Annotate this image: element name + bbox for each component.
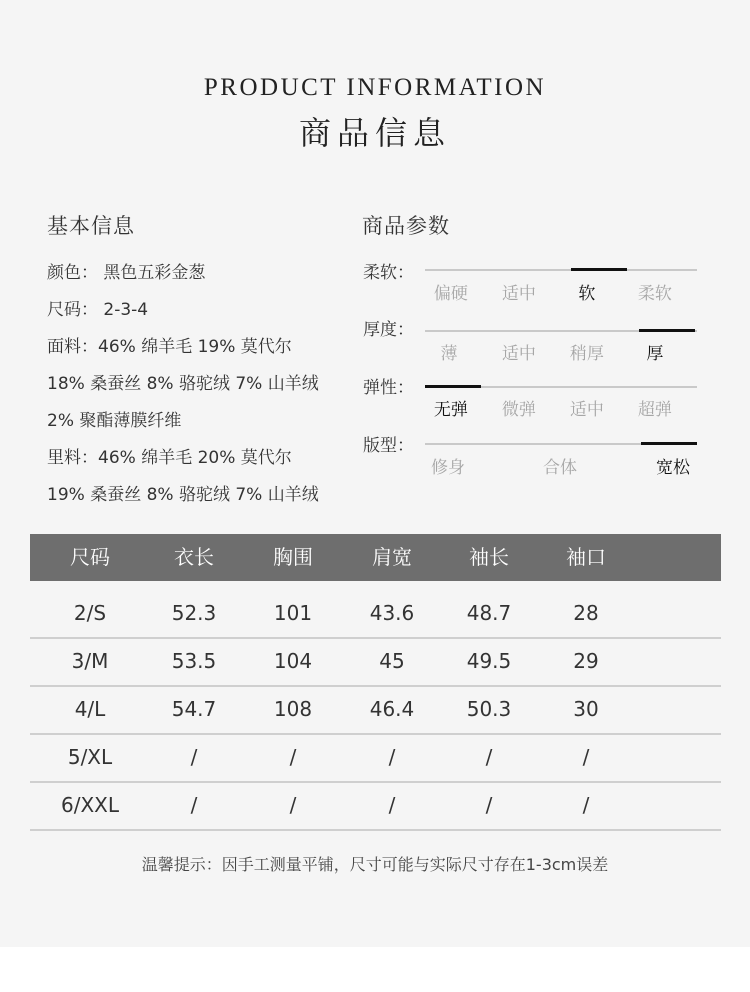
basic-line-fabric-3: 2% 聚酯薄膜纤维 [47, 411, 182, 431]
table-cell: / [485, 793, 493, 817]
basic-line-color: 颜色： 黑色五彩金葱 [47, 263, 206, 283]
table-cell: 104 [273, 649, 313, 673]
param-label: 柔软： [363, 263, 414, 283]
table-cell: / [485, 745, 493, 769]
table-cell: / [289, 793, 297, 817]
table-cell: / [190, 793, 198, 817]
table-cell: 30 [573, 697, 599, 721]
param-option: 合体 [543, 458, 577, 478]
size-table-header-cell: 胸围 [273, 545, 313, 569]
table-cell: 5/XL [67, 745, 113, 769]
param-option: 修身 [431, 458, 465, 478]
param-option: 无弹 [433, 400, 468, 420]
size-table-header-cell: 肩宽 [372, 545, 412, 569]
size-table-header-cell: 尺码 [70, 545, 110, 569]
size-table-header-cell: 衣长 [174, 545, 214, 569]
param-option: 柔软 [637, 284, 672, 304]
table-cell: / [190, 745, 198, 769]
param-label: 厚度： [363, 320, 414, 340]
param-option: 适中 [501, 344, 536, 364]
param-option: 稍厚 [569, 344, 604, 364]
param-selected-indicator [425, 385, 481, 388]
table-cell: / [388, 745, 396, 769]
param-option: 宽松 [656, 458, 690, 478]
table-cell: 53.5 [171, 649, 217, 673]
basic-info-title: 基本信息 [47, 214, 135, 238]
param-selected-indicator [639, 329, 695, 332]
table-cell: / [582, 745, 590, 769]
size-table-header [30, 534, 721, 581]
param-selected-indicator [641, 442, 697, 445]
measurement-note: 温馨提示：因手工测量平铺，尺寸可能与实际尺寸存在1-3cm误差 [141, 855, 609, 874]
table-row [30, 637, 721, 687]
table-cell: 49.5 [466, 649, 512, 673]
table-cell: 108 [273, 697, 313, 721]
basic-line-lining: 里料：46% 绵羊毛 20% 莫代尔 [47, 448, 292, 468]
param-option: 偏硬 [433, 284, 468, 304]
table-cell: 28 [573, 601, 599, 625]
param-selected-indicator [571, 268, 627, 271]
table-cell: / [388, 793, 396, 817]
size-table-header-cell: 袖长 [469, 545, 509, 569]
basic-line-fabric-2: 18% 桑蚕丝 8% 骆驼绒 7% 山羊绒 [47, 374, 319, 394]
basic-line-size: 尺码： 2-3-4 [47, 300, 149, 320]
size-table-header-cell: 袖口 [566, 545, 606, 569]
table-row [30, 589, 721, 639]
table-row [30, 685, 721, 735]
table-cell: 4/L [74, 697, 106, 721]
table-cell: 48.7 [466, 601, 512, 625]
table-row [30, 781, 721, 831]
table-cell: 46.4 [369, 697, 415, 721]
param-option: 适中 [569, 400, 604, 420]
table-cell: 52.3 [171, 601, 217, 625]
param-label: 版型： [363, 436, 414, 456]
param-label: 弹性： [363, 378, 414, 398]
table-cell: 45 [379, 649, 405, 673]
basic-line-fabric: 面料：46% 绵羊毛 19% 莫代尔 [47, 337, 292, 357]
param-option: 超弹 [637, 400, 672, 420]
param-track [425, 269, 697, 271]
table-cell: 43.6 [369, 601, 415, 625]
table-cell: / [582, 793, 590, 817]
table-cell: 54.7 [171, 697, 217, 721]
table-cell: 3/M [71, 649, 109, 673]
table-cell: 6/XXL [60, 793, 120, 817]
table-row [30, 733, 721, 783]
basic-line-lining-2: 19% 桑蚕丝 8% 骆驼绒 7% 山羊绒 [47, 485, 319, 505]
param-option: 微弹 [501, 400, 536, 420]
param-option: 软 [578, 284, 596, 304]
product-params-title: 商品参数 [362, 214, 450, 238]
table-cell: 101 [273, 601, 313, 625]
table-cell: 29 [573, 649, 599, 673]
table-cell: 50.3 [466, 697, 512, 721]
param-option: 薄 [440, 344, 458, 364]
title-english: PRODUCT INFORMATION [203, 74, 547, 101]
table-cell: / [289, 745, 297, 769]
param-option: 适中 [501, 284, 536, 304]
table-cell: 2/S [73, 601, 107, 625]
title-chinese: 商品信息 [298, 114, 451, 152]
param-option: 厚 [646, 344, 664, 364]
